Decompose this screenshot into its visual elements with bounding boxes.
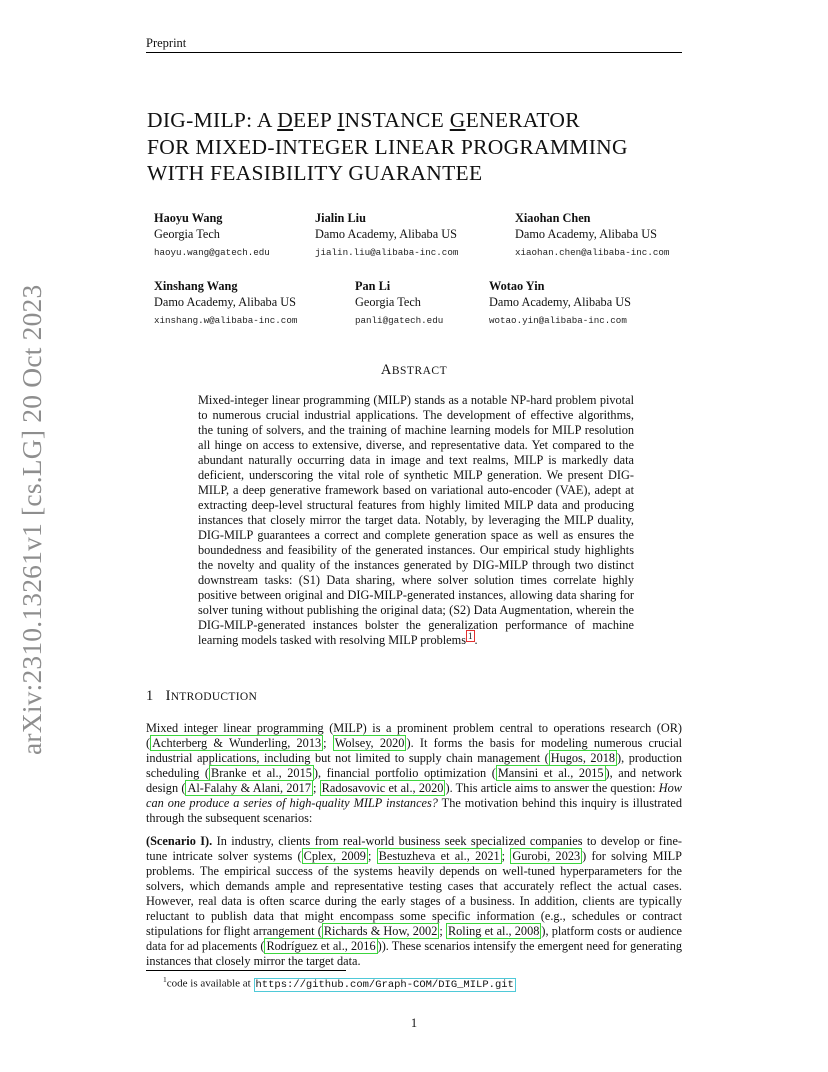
paragraph-text: In industry, clients from real-world business seek specialized companies to develop or fine-tune intricate solver systems ( [146,834,683,863]
research-question: How can one produce a series of high-quality MILP instances? [146,781,683,810]
citation-link[interactable]: Bestuzheva et al., 2021 [378,849,500,863]
abstract-end: . [474,633,478,647]
arxiv-identifier[interactable]: arXiv:2310.13261v1 [cs.LG] 20 Oct 2023 [16,284,47,755]
scenario-paragraph [146,834,682,969]
scenario-label: (Scenario I). [146,834,213,848]
author-email[interactable]: xinshang.w@alibaba-inc.com [154,315,298,326]
author-email[interactable]: haoyu.wang@gatech.edu [154,247,270,258]
author-affiliation: Georgia Tech [355,294,421,309]
section-heading [146,688,257,705]
author-affiliation: Damo Academy, Alibaba US [515,226,657,241]
author-name: Xinshang Wang [154,279,238,293]
author-affiliation: Damo Academy, Alibaba US [489,294,631,309]
citation-link[interactable]: Richards & How, 2002 [323,924,438,938]
title-line: WITH FEASIBILITY GUARANTEE [147,161,483,185]
citation-link[interactable]: Achterberg & Wunderling, 2013 [152,736,322,750]
citation-link[interactable]: Hugos, 2018 [550,751,616,765]
abstract-text [198,393,634,648]
author-name: Haoyu Wang [154,211,223,225]
title-line: FOR MIXED-INTEGER LINEAR PROGRAMMING [147,134,628,159]
paragraph-text: Mixed integer linear programming (MILP) is a prominent problem central to operations research (OR) ( [146,721,682,750]
paragraph-text: ), and network design ( [146,766,682,795]
paragraph-text: )). These scenarios intensify the emergent need for generating instances that closely mirror the target data. [146,939,682,968]
intro-paragraph [146,721,682,826]
paragraph-text: ), production scheduling ( [146,751,682,780]
paragraph-text: ). This article aims to answer the question: [445,781,659,795]
paragraph-text: ), platform costs or audience data for ad placements ( [146,924,683,953]
author-block [154,279,297,329]
author-block [315,211,458,261]
paragraph-text: ; [439,924,446,938]
paragraph-text: ; [367,849,377,863]
author-block [355,279,443,329]
citation-link[interactable]: Mansini et al., 2015 [497,766,604,780]
abstract-body: Mixed-integer linear programming (MILP) stands as a notable NP-hard problem pivotal to numerous crucial industrial applications. The development of effective algorithms, the tuning of solvers, and the training of machine learning models for MILP resolution all hinge on access to extensive, diverse, and representative data. Yet compared to the abundant naturally occurring data in image and text realms, MILP is markedly data deficient, underscoring the vital role of synthetic MILP generation. We present DIG-MILP, a deep generative framework based on variational auto-encoder (VAE), adept at extracting deep-level structural features from highly limited MILP data and producing instances that closely mirror the target data. Notably, by leveraging the MILP duality, DIG-MILP guarantees a correct and complete generation space as well as ensures the boundedness and feasibility of the generated instances. Our empirical study highlights the novelty and quality of the instances generated by DIG-MILP through two distinct downstream tasks: (S1) Data sharing, where solver solution times correlate highly positive between original and DIG-MILP-generated instances, allowing data sharing for solver tuning without publishing the original data; (S2) Data Augmentation, wherein the DIG-MILP-generated instances bolster the generalization performance of machine learning models tasked with resolving MILP problems [198,393,634,647]
citation-link[interactable]: Al-Falahy & Alani, 2017 [187,781,311,795]
footnote-rule [146,970,346,971]
author-name: Jialin Liu [315,211,366,225]
author-affiliation: Damo Academy, Alibaba US [154,294,296,309]
footnote-link[interactable]: 1 [468,630,473,641]
paragraph-text: The motivation behind this inquiry is illustrated through the subsequent scenarios: [146,796,682,825]
footnote-text: code is available at [166,977,254,990]
citation-link[interactable]: Cplex, 2009 [303,849,366,863]
author-affiliation: Georgia Tech [154,226,220,241]
author-name: Wotao Yin [489,279,545,293]
paragraph-text: ; [501,849,511,863]
author-block [515,211,669,261]
paragraph-text: ; [323,736,333,750]
paragraph-text: ). It forms the basis for modeling numerous crucial industrial applications, including but not limited to supply chain management ( [146,736,682,765]
citation-link[interactable]: Roling et al., 2008 [447,924,540,938]
author-block [489,279,631,329]
paragraph-text: ) for solving MILP problems. The empirical success of the systems heavily depends on well-tuned hyperparameters for the solvers, which demands ample and representative testing cases that accurately reflect the actual cases. However, real data is often scarce during the early stages of a business. In addition, clients are typically reluctant to publish data that might encompass some specific information (e.g., schedules or contract stipulations for flight arrangement ( [146,849,682,938]
citation-link[interactable]: Wolsey, 2020 [334,736,405,750]
citation-link[interactable]: Branke et al., 2015 [211,766,312,780]
paragraph-text: ), financial portfolio optimization ( [313,766,496,780]
author-name: Pan Li [355,279,391,293]
running-header: Preprint [146,36,187,50]
paper-title [147,107,707,187]
author-affiliation: Damo Academy, Alibaba US [315,226,457,241]
citation-link[interactable]: Rodríguez et al., 2016 [266,939,376,953]
author-email[interactable]: xiaohan.chen@alibaba-inc.com [515,247,670,258]
author-email[interactable]: panli@gatech.edu [355,315,444,326]
author-name: Xiaohan Chen [515,211,591,225]
paragraph-text: ; [312,781,320,795]
author-email[interactable]: wotao.yin@alibaba-inc.com [489,315,627,326]
page-number: 1 [410,1016,418,1030]
header-rule [146,52,682,53]
code-url-link[interactable]: https://github.com/Graph-COM/DIG_MILP.git [255,978,514,991]
abstract-heading: ABSTRACT [380,362,448,378]
title-line: DIG-MILP: A DEEP INSTANCE GENERATOR [147,108,580,132]
citation-link[interactable]: Gurobi, 2023 [512,849,581,863]
footnote [163,975,516,991]
author-block [154,211,270,261]
section-number: 1 [146,688,154,704]
section-title: INTRODUCTION [165,688,258,704]
citation-link[interactable]: Radosavovic et al., 2020 [321,781,444,795]
footnote-mark: 1 [163,975,167,984]
author-email[interactable]: jialin.liu@alibaba-inc.com [315,247,459,258]
